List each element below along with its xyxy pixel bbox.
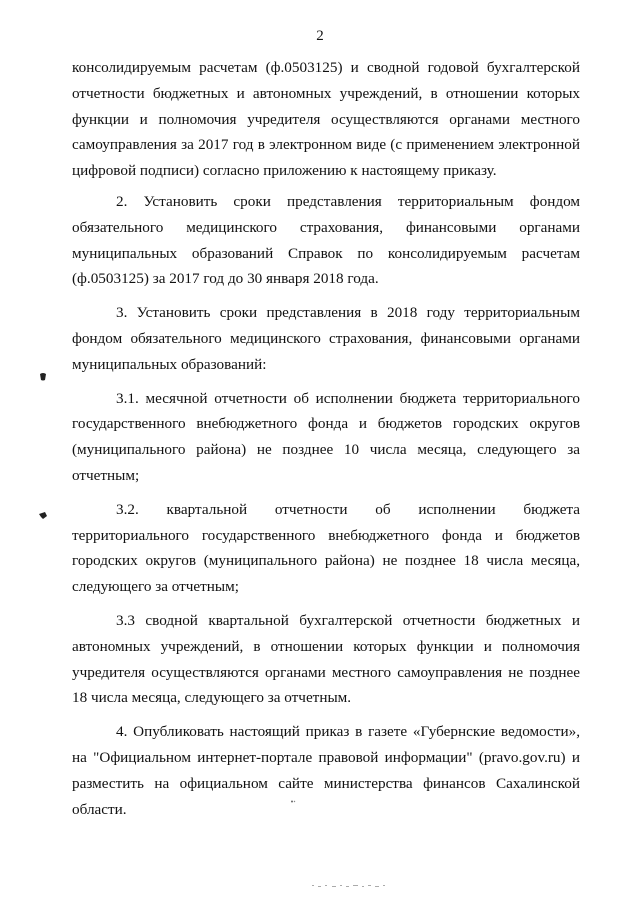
document-body bbox=[72, 55, 580, 822]
paragraph-item-3-3: 3.3 сводной квартальной бухгалтерской отчетности бюджетных и автономных учреждений, в отношении которых функции и полномочия учредителя осуществляются органами местного самоуправления не позднее 18 числа месяца, следующего за отчетным. bbox=[72, 611, 580, 707]
page-number: 2 bbox=[316, 28, 324, 44]
paragraph-item-3: 3. Установить сроки представления в 2018 году территориальным фондом обязательного медицинского страхования, финансовыми органами муниципальных образований: bbox=[72, 304, 580, 373]
scan-mark-icon bbox=[39, 511, 47, 520]
paragraph-continuation: консолидируемым расчетам (ф.0503125) и сводной годовой бухгалтерской отчетности бюджетных и автономных учреждений, в отношении которых функции и полномочия учредителя осуществляются органами местного самоуправления за 2017 год в электронном виде (с применением электронной цифровой подписи) согласно приложению к настоящему приказу. bbox=[72, 59, 580, 180]
paragraph-item-3-1: 3.1. месячной отчетности об исполнении бюджета территориального государственного внебюджетного фонда и бюджетов городских округов (муниципального района) не позднее 10 числа месяца, следующего за отчетным; bbox=[72, 389, 580, 484]
scan-mark-icon bbox=[39, 372, 47, 381]
paragraph-item-3-2: 3.2. квартальной отчетности об исполнении бюджета территориального государственного внебюджетного фонда и бюджетов городских округов (муниципального района) не позднее 18 числа месяца, следующего за отчетным; bbox=[72, 500, 580, 596]
paragraph-item-4: 4. Опубликовать настоящий приказ в газете «Губернские ведомости», на "Официальном интернет-портале правовой информации" (pravo.gov.ru) и разместить на официальном сайте министерства финансов Сахалинской области. bbox=[72, 723, 580, 818]
scan-noise-icon bbox=[310, 883, 390, 889]
scan-speck-icon bbox=[290, 800, 296, 803]
paragraph-item-2: 2. Установить сроки представления территориальным фондом обязательного медицинского страхования, финансовыми органами муниципальных образований Справок по консолидируемым расчетам (ф.0503125) за 2017 год до 30 января 2018 года. bbox=[72, 192, 580, 288]
